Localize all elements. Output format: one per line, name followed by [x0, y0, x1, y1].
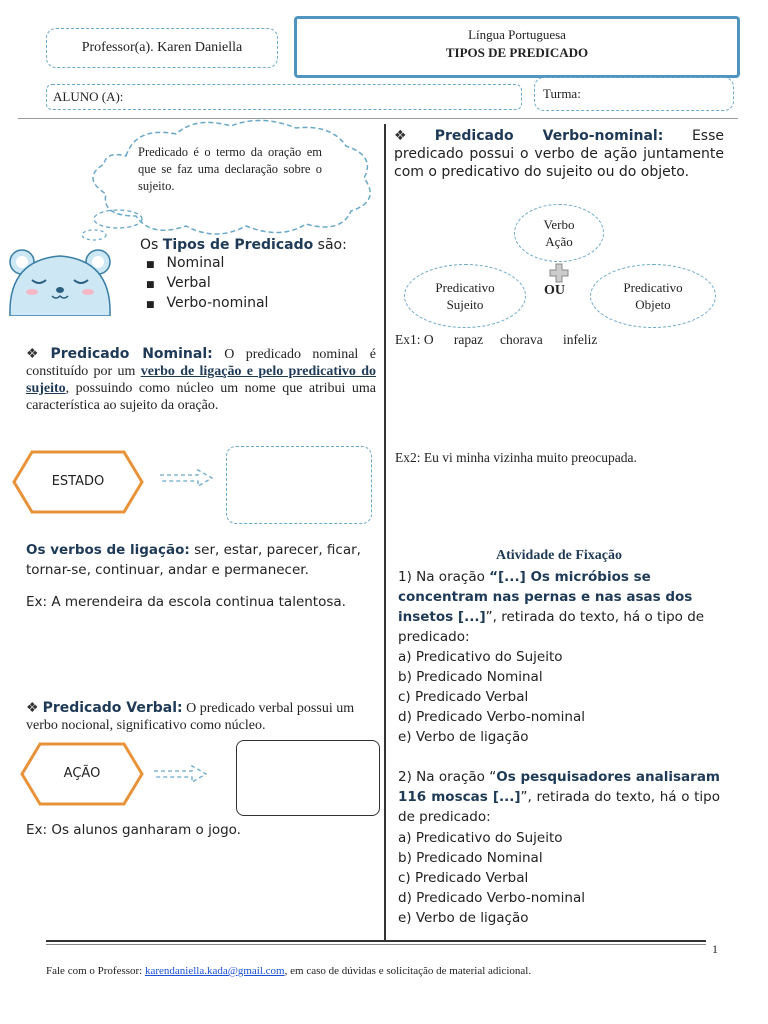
diamond-bullet-icon: ❖	[394, 128, 431, 144]
bear-icon	[2, 240, 122, 316]
subject-label: Língua Portuguesa	[468, 27, 566, 42]
ligacao-text: ser, estar, parecer, ficar, tornar-se, continuar, andar e permanecer.	[26, 542, 361, 578]
footer-rule-thin	[46, 944, 706, 945]
footer-email-link[interactable]: karendaniella.kada@gmail.com	[144, 965, 285, 977]
acao-answer-box[interactable]	[236, 740, 380, 816]
plus-icon	[549, 263, 569, 283]
q2-quote: Os pesquisadores analisaram 116 moscas [...]	[398, 769, 720, 805]
q2-option-c[interactable]: c) Predicado Verbal	[398, 870, 529, 886]
footer-rule	[46, 940, 706, 942]
footer-suffix: , em caso de dúvidas e solicitação de material adicional.	[284, 965, 532, 977]
oval-verbo-label: Verbo Ação	[543, 217, 575, 249]
teacher-box	[46, 28, 278, 68]
type-nominal: Nominal	[166, 255, 225, 271]
footer-contact	[46, 965, 531, 977]
q2-option-d[interactable]: d) Predicado Verbo-nominal	[398, 890, 586, 906]
page-title: TIPOS DE PREDICADO	[445, 45, 589, 60]
diamond-bullet-icon: ❖	[26, 347, 47, 362]
verbal-title: Predicado Verbal:	[42, 700, 183, 716]
q2-options	[398, 828, 585, 928]
teacher-name: Professor(a). Karen Daniella	[81, 40, 243, 55]
nominal-highlight: verbo de ligação e pelo predicativo do sujeito	[26, 364, 376, 396]
q1-prefix: 1) Na oração	[398, 569, 490, 585]
q1-options	[398, 647, 585, 747]
question-2	[398, 767, 720, 827]
footer-prefix: Fale com o Professor:	[46, 965, 145, 977]
q1-quote: “[...] Os micróbios se concentram nas pernas e nas asas dos insetos [...]	[398, 569, 693, 625]
q1-option-b[interactable]: b) Predicado Nominal	[398, 669, 543, 685]
verbal-example: Ex: Os alunos ganharam o jogo.	[26, 822, 241, 838]
estado-label: ESTADO	[51, 474, 105, 489]
types-intro-bold: Tipos de Predicado	[162, 237, 314, 253]
page-number: 1	[712, 942, 718, 956]
vn-title: Predicado Verbo-nominal:	[434, 128, 664, 144]
vn-text: Esse predicado possui o verbo de ação juntamente com o predicativo do sujeito ou do objeto.	[394, 128, 724, 180]
acao-arrow-icon	[152, 764, 208, 784]
ou-label: OU	[544, 283, 565, 298]
verbal-paragraph	[26, 700, 376, 734]
activity-title: Atividade de Fixação	[496, 548, 622, 563]
q2-option-b[interactable]: b) Predicado Nominal	[398, 850, 543, 866]
example-2: Ex2: Eu vi minha vizinha muito preocupada.	[395, 450, 637, 465]
types-intro	[140, 236, 347, 254]
ligacao-example: Ex: A merendeira da escola continua talentosa.	[26, 594, 346, 610]
q1-option-e[interactable]: e) Verbo de ligação	[398, 729, 529, 745]
list-item: ■ Nominal	[146, 255, 225, 271]
nominal-paragraph	[26, 346, 376, 414]
types-list	[146, 254, 268, 314]
ligacao-title: Os verbos de ligação:	[26, 542, 190, 558]
types-intro-prefix: Os	[140, 237, 163, 253]
list-item: ■ Verbal	[146, 275, 211, 291]
q2-option-a[interactable]: a) Predicativo do Sujeito	[398, 830, 563, 846]
q1-suffix: ”, retirada do texto, há o tipo de predicado:	[398, 609, 705, 645]
vn-paragraph	[394, 127, 724, 181]
nominal-text2: , possuindo como núcleo um nome que atribui uma característica ao sujeito da oração.	[26, 381, 376, 413]
student-field[interactable]	[46, 84, 522, 110]
q1-option-c[interactable]: c) Predicado Verbal	[398, 689, 529, 705]
verbal-text: O predicado verbal possui um verbo nocional, significativo como núcleo.	[26, 701, 355, 733]
oval-predicativo-sujeito	[404, 264, 526, 328]
type-verbo-nominal: Verbo-nominal	[166, 295, 269, 311]
class-label: Turma:	[543, 86, 581, 101]
oval-sujeito-label: Predicativo Sujeito	[435, 280, 495, 312]
q2-prefix: 2) Na oração “	[398, 769, 497, 785]
types-intro-suffix: são:	[313, 237, 347, 253]
column-divider	[384, 124, 386, 942]
list-item: ■ Verbo-nominal	[146, 295, 269, 311]
example-1: Ex1: O rapaz chorava infeliz	[395, 332, 598, 347]
q1-option-a[interactable]: a) Predicativo do Sujeito	[398, 649, 563, 665]
oval-verbo-acao	[514, 204, 604, 262]
ligacao-paragraph	[26, 540, 376, 580]
diamond-bullet-icon: ❖	[26, 701, 39, 716]
oval-predicativo-objeto	[590, 264, 716, 328]
estado-arrow-icon	[158, 468, 214, 488]
cloud-definition: Predicado é o termo da oração em que se faz uma declaração sobre o sujeito.	[138, 145, 322, 193]
q2-suffix: ”, retirada do texto, há o tipo de predicado:	[398, 789, 720, 825]
nominal-text1: O predicado nominal é constituído por um	[26, 347, 376, 379]
question-1	[398, 567, 720, 647]
q2-option-e[interactable]: e) Verbo de ligação	[398, 910, 529, 926]
nominal-title: Predicado Nominal:	[50, 346, 213, 362]
class-field[interactable]	[534, 77, 734, 111]
type-verbal: Verbal	[166, 275, 211, 291]
student-label: ALUNO (A):	[53, 89, 124, 104]
title-banner	[294, 16, 740, 78]
estado-answer-box[interactable]	[226, 446, 372, 524]
acao-label: AÇÃO	[63, 766, 101, 781]
q1-option-d[interactable]: d) Predicado Verbo-nominal	[398, 709, 586, 725]
oval-objeto-label: Predicativo Objeto	[623, 280, 683, 312]
